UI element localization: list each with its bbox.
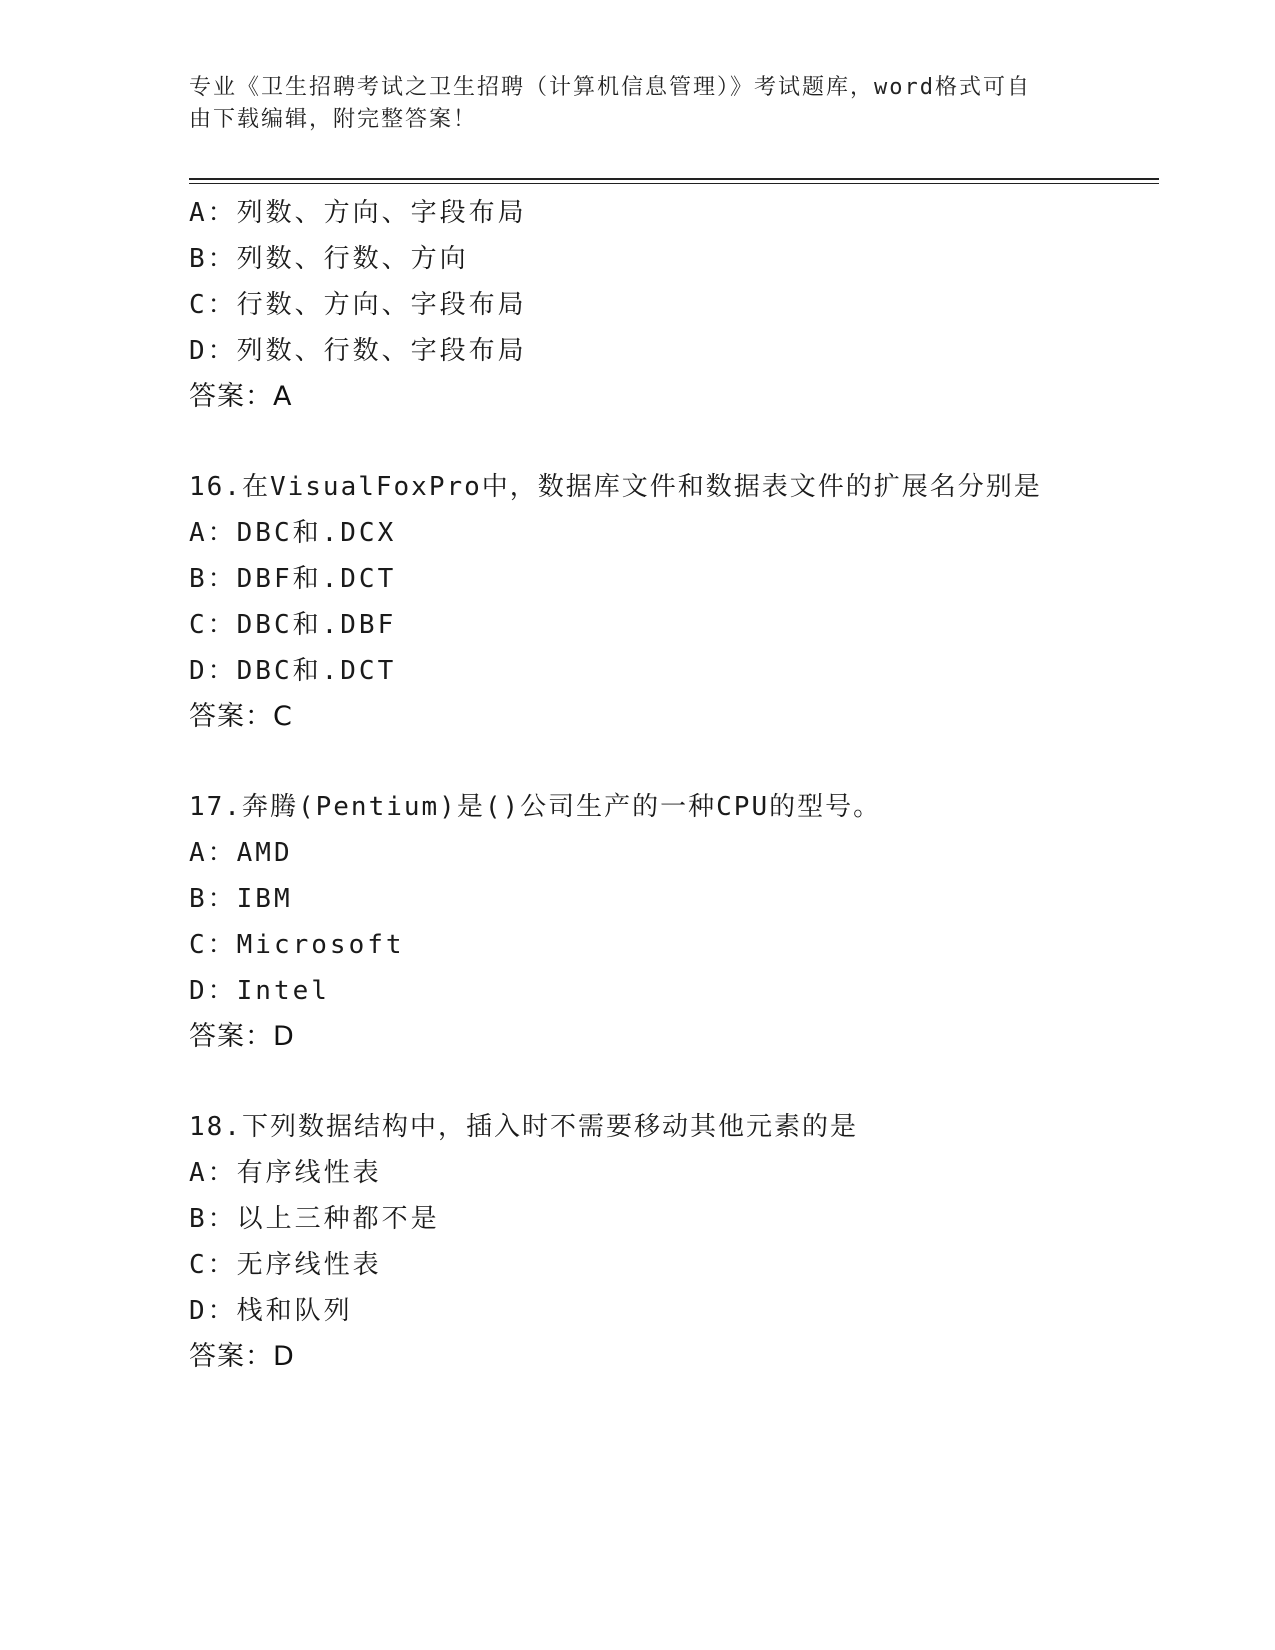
- answer-line: 答案：A: [189, 381, 293, 412]
- option-b: B：DBF和.DCT: [189, 564, 397, 594]
- option-d: D：DBC和.DCT: [189, 656, 397, 686]
- answer-line: 答案：D: [189, 1341, 295, 1372]
- question-block-15: [189, 190, 1149, 420]
- option-b: B：列数、行数、方向: [189, 244, 469, 274]
- document-header: [189, 72, 1089, 136]
- header-line-2: 由下载编辑，附完整答案！: [189, 107, 478, 132]
- question-block-16: [189, 464, 1149, 740]
- option-a: A：AMD: [189, 838, 293, 868]
- option-a: A：有序线性表: [189, 1158, 382, 1188]
- option-c: C：无序线性表: [189, 1250, 382, 1280]
- answer-line: 答案：D: [189, 1021, 295, 1052]
- question-block-18: [189, 1104, 1149, 1380]
- option-b: B：IBM: [189, 884, 293, 914]
- header-line-1: 专业《卫生招聘考试之卫生招聘（计算机信息管理）》考试题库，word格式可自: [189, 75, 1031, 100]
- option-a: A：DBC和.DCX: [189, 518, 397, 548]
- option-a: A：列数、方向、字段布局: [189, 198, 527, 228]
- question-block-17: [189, 784, 1149, 1060]
- header-divider-thick: [189, 178, 1159, 180]
- question-text: 18.下列数据结构中，插入时不需要移动其他元素的是: [189, 1112, 858, 1142]
- option-d: D：Intel: [189, 976, 330, 1006]
- option-d: D：栈和队列: [189, 1296, 353, 1326]
- answer-line: 答案：C: [189, 701, 293, 732]
- option-c: C：行数、方向、字段布局: [189, 290, 527, 320]
- question-text: 16.在VisualFoxPro中，数据库文件和数据表文件的扩展名分别是: [189, 472, 1042, 502]
- header-divider-thin: [189, 183, 1159, 184]
- question-list: [189, 190, 1149, 1380]
- option-c: C：Microsoft: [189, 930, 405, 960]
- option-b: B：以上三种都不是: [189, 1204, 440, 1234]
- question-text: 17.奔腾(Pentium)是()公司生产的一种CPU的型号。: [189, 792, 882, 822]
- option-d: D：列数、行数、字段布局: [189, 336, 527, 366]
- option-c: C：DBC和.DBF: [189, 610, 397, 640]
